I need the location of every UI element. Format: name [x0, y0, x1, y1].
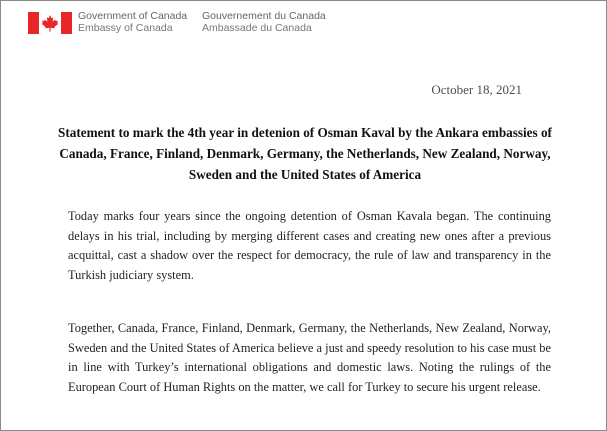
letterhead-french-embassy: Ambassade du Canada	[202, 22, 312, 34]
canada-flag-icon	[28, 12, 72, 34]
statement-title: Statement to mark the 4th year in detenion of Osman Kaval by the Ankara embassies of Canada, France, Finland, Denmark, Germany, the Netherlands, New Zealand, Norway, Sweden and the United States of America	[58, 125, 552, 182]
letterhead-english-government: Government of Canada	[78, 10, 188, 22]
letterhead	[28, 10, 326, 38]
body-paragraph: Together, Canada, France, Finland, Denmark, Germany, the Netherlands, New Zealand, Norway, Sweden and the United States of America believe a just and speedy resolution to his case must be in line with Turkey’s international obligations and domestic laws. Noting the rulings of the European Court of Human Rights on the matter, we call for Turkey to secure his urgent release.	[68, 321, 551, 394]
document-date: October 18, 2021	[431, 82, 522, 97]
letterhead-french	[202, 10, 326, 34]
letterhead-english-embassy: Embassy of Canada	[78, 22, 173, 34]
body-paragraph: Today marks four years since the ongoing detention of Osman Kavala began. The continuing delays in his trial, including by merging different cases and creating new ones after a previous acquittal, cast a shadow over the respect for democracy, the rule of law and transparency in the Turkish judiciary system.	[68, 209, 551, 282]
letterhead-french-government: Gouvernement du Canada	[202, 10, 326, 22]
letterhead-english	[78, 10, 196, 34]
